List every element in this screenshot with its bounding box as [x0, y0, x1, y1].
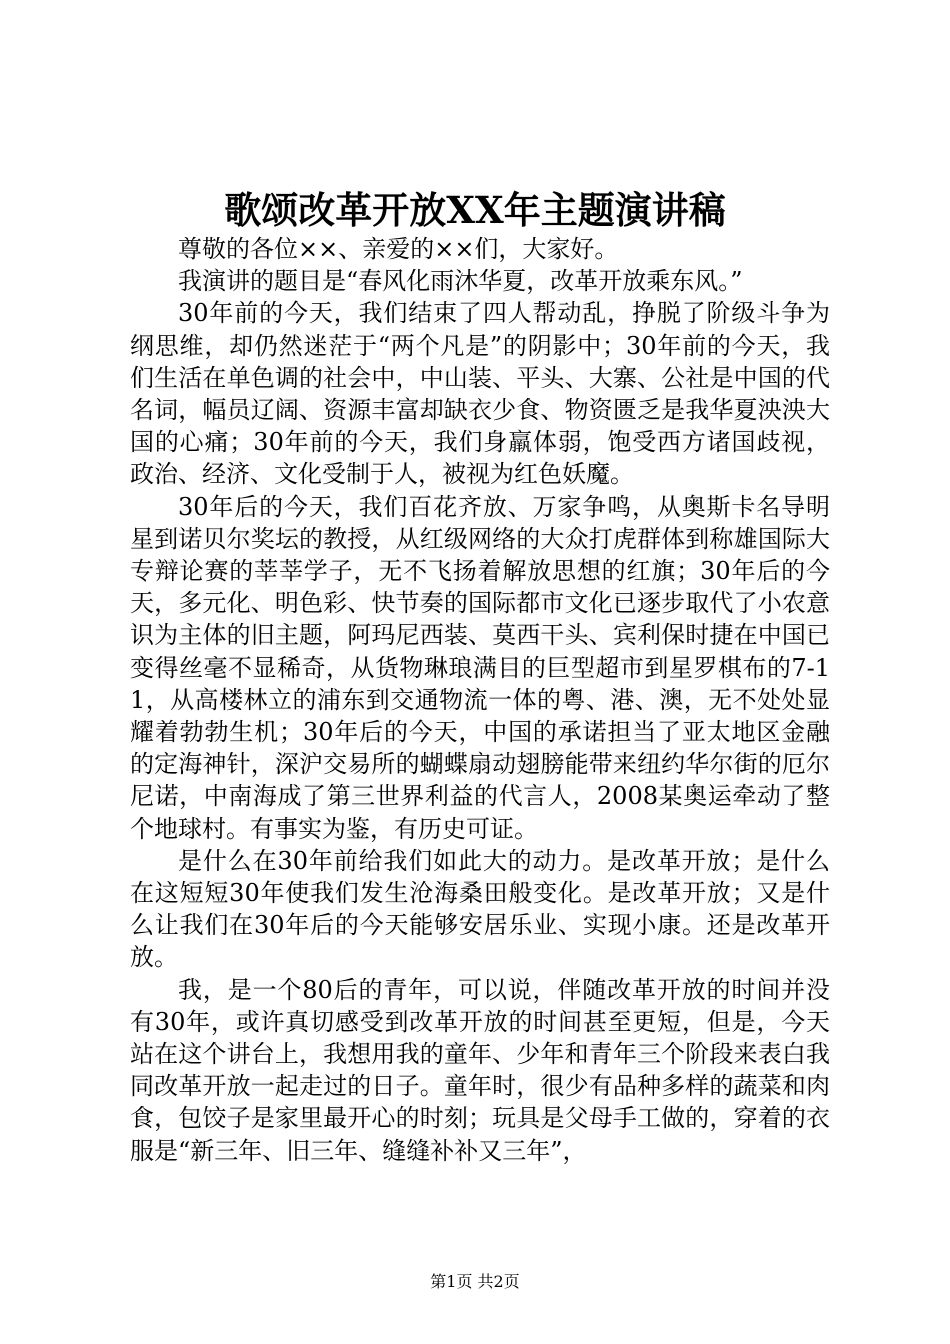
page-title: 歌颂改革开放XX年主题演讲稿 [224, 188, 726, 232]
paragraph-30-years-ago: 30年前的今天，我们结束了四人帮动乱，挣脱了阶级斗争为纲思维，却仍然迷茫于“两个凡是”的阴影中；30年前的今天，我们生活在单色调的社会中，中山装、平头、大寨、公社是中国的代名词，幅员辽阔、资源丰富却缺衣少食、物资匮乏是我华夏泱泱大国的心痛；30年前的今天，我们身羸体弱，饱受西方诸国歧视，政治、经济、文化受制于人，被视为红色妖魔。 [130, 299, 830, 489]
paragraph-personal-story: 我，是一个80后的青年，可以说，伴随改革开放的时间并没有30年，或许真切感受到改革开放的时间甚至更短，但是，今天站在这个讲台上，我想用我的童年、少年和青年三个阶段来表白我同改革开放一起走过的日子。童年时，很少有品种多样的蔬菜和肉食，包饺子是家里最开心的时刻；玩具是父母手工做的，穿着的衣服是“新三年、旧三年、缝缝补补又三年”， [130, 975, 830, 1165]
paragraph-topic: 我演讲的题目是“春风化雨沐华夏，改革开放乘东风。” [178, 267, 743, 296]
paragraph-reform-driver: 是什么在30年前给我们如此大的动力。是改革开放；是什么在这短短30年使我们发生沧海桑田般变化。是改革开放；又是什么让我们在30年后的今天能够安居乐业、实现小康。还是改革开放。 [130, 846, 830, 972]
document-body [130, 233, 830, 1167]
page-footer: 第1页 共2页 [430, 1272, 520, 1291]
paragraph-greeting: 尊敬的各位××、亲爱的××们，大家好。 [178, 235, 619, 263]
paragraph-30-years-later: 30年后的今天，我们百花齐放、万家争鸣，从奥斯卡名导明星到诺贝尔奖坛的教授，从红级网络的大众打虎群体到称雄国际大专辩论赛的莘莘学子，无不飞扬着解放思想的红旗；30年后的今天，多元化、明色彩、快节奏的国际都市文化已逐步取代了小农意识为主体的旧主题，阿玛尼西装、莫西干头、宾利保时捷在中国已变得丝毫不显稀奇，从货物琳琅满目的巨型超市到星罗棋布的7-11，从高楼林立的浦东到交通物流一体的粤、港、澳，无不处处显耀着勃勃生机；30年后的今天，中国的承诺担当了亚太地区金融的定海神针，深沪交易所的蝴蝶扇动翅膀能带来纽约华尔街的厄尔尼诺，中南海成了第三世界利益的代言人，2008某奥运牵动了整个地球村。有事实为鉴，有历史可证。 [130, 492, 830, 843]
